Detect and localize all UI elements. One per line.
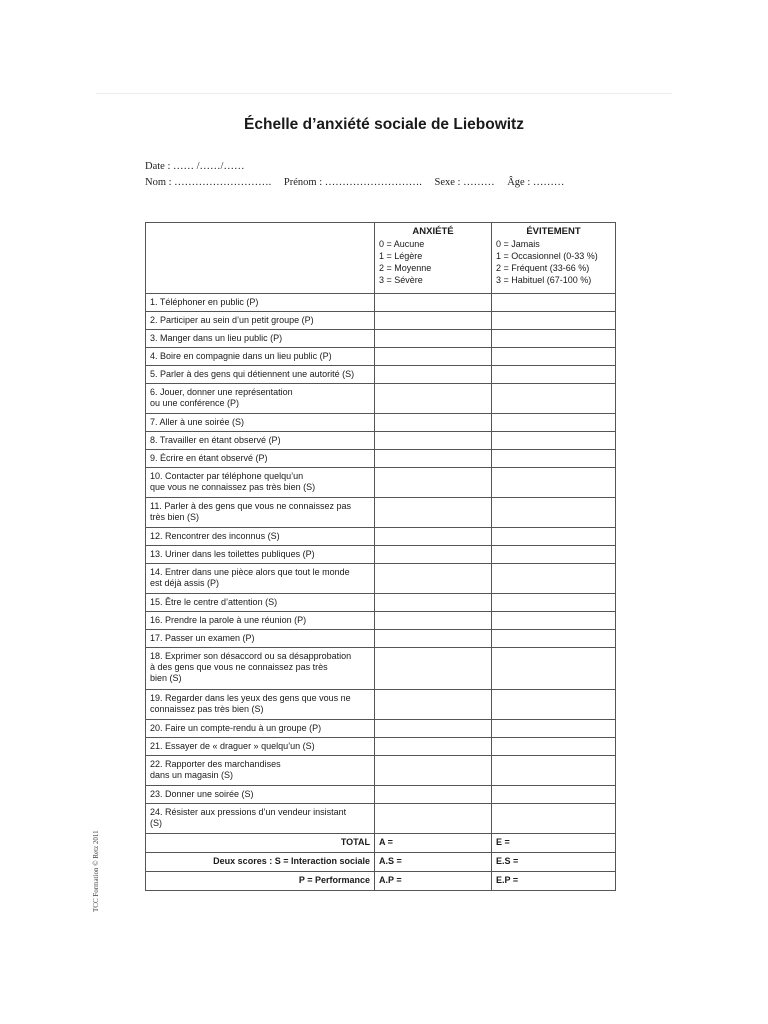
anxiety-score-cell[interactable] <box>375 612 492 630</box>
avoidance-score-cell[interactable] <box>492 330 616 348</box>
anxiety-score-cell[interactable] <box>375 690 492 720</box>
item-label: 1. Téléphoner en public (P) <box>150 297 259 307</box>
item-label: 23. Donner une soirée (S) <box>150 789 254 799</box>
item-label: 4. Boire en compagnie dans un lieu public (P) <box>150 351 332 361</box>
anxiety-score-cell[interactable] <box>375 720 492 738</box>
avoidance-score-cell[interactable] <box>492 348 616 366</box>
anxiety-score-cell[interactable] <box>375 756 492 786</box>
avoidance-score-cell[interactable] <box>492 804 616 834</box>
item-label: 20. Faire un compte-rendu à un groupe (P) <box>150 723 322 733</box>
table-row <box>146 786 616 804</box>
item-label: 16. Prendre la parole à une réunion (P) <box>150 615 307 625</box>
item-label: 12. Rencontrer des inconnus (S) <box>150 531 280 541</box>
anxiety-score-cell[interactable] <box>375 738 492 756</box>
item-label-cell <box>146 294 375 312</box>
avoidance-score-cell[interactable] <box>492 594 616 612</box>
avoidance-total-cell[interactable]: E.S = <box>492 853 616 872</box>
avoidance-score-cell[interactable] <box>492 648 616 690</box>
table-row <box>146 546 616 564</box>
item-label: 14. Entrer dans une pièce alors que tout le monde est déjà assis (P) <box>150 567 350 588</box>
sexe-field: Sexe : ……… <box>434 177 495 188</box>
anxiety-legend-3: 3 = Sévère <box>379 275 423 285</box>
avoidance-legend-0: 0 = Jamais <box>496 239 540 249</box>
total-row <box>146 872 616 891</box>
date-line <box>145 161 254 172</box>
anxiety-score-cell[interactable] <box>375 468 492 498</box>
anxiety-score-cell[interactable] <box>375 498 492 528</box>
item-label-cell <box>146 690 375 720</box>
item-label-cell <box>146 594 375 612</box>
item-label-cell <box>146 564 375 594</box>
item-label: 22. Rapporter des marchandises dans un magasin (S) <box>150 759 281 780</box>
item-label-cell <box>146 804 375 834</box>
avoidance-total-cell[interactable]: E = <box>492 834 616 853</box>
item-label-cell <box>146 450 375 468</box>
anxiety-score-cell[interactable] <box>375 414 492 432</box>
avoidance-score-cell[interactable] <box>492 528 616 546</box>
avoidance-score-cell[interactable] <box>492 786 616 804</box>
avoidance-score-cell[interactable] <box>492 756 616 786</box>
item-label-cell <box>146 468 375 498</box>
item-label-cell <box>146 366 375 384</box>
table-row <box>146 648 616 690</box>
liebowitz-table <box>145 222 616 891</box>
age-field: Âge : ……… <box>507 177 565 188</box>
item-label: 2. Participer au sein d’un petit groupe (P) <box>150 315 314 325</box>
item-label-cell <box>146 738 375 756</box>
anxiety-header <box>375 223 492 294</box>
anxiety-score-cell[interactable] <box>375 348 492 366</box>
table-row <box>146 720 616 738</box>
item-label-cell <box>146 720 375 738</box>
anxiety-score-cell[interactable] <box>375 384 492 414</box>
item-label-cell <box>146 528 375 546</box>
item-label-cell <box>146 414 375 432</box>
total-row <box>146 834 616 853</box>
item-label-cell <box>146 498 375 528</box>
item-label-cell <box>146 546 375 564</box>
table-row <box>146 630 616 648</box>
avoidance-score-cell[interactable] <box>492 432 616 450</box>
avoidance-score-cell[interactable] <box>492 450 616 468</box>
table-row <box>146 414 616 432</box>
anxiety-score-cell[interactable] <box>375 648 492 690</box>
item-label-cell <box>146 648 375 690</box>
anxiety-score-cell[interactable] <box>375 786 492 804</box>
identity-line <box>145 177 574 188</box>
anxiety-legend-1: 1 = Légère <box>379 251 423 261</box>
item-label-cell <box>146 312 375 330</box>
table-row <box>146 330 616 348</box>
total-row <box>146 853 616 872</box>
anxiety-total-cell[interactable]: A = <box>375 834 492 853</box>
item-label: 7. Aller à une soirée (S) <box>150 417 245 427</box>
table-row <box>146 738 616 756</box>
table-row <box>146 804 616 834</box>
avoidance-score-cell[interactable] <box>492 384 616 414</box>
item-label: 15. Être le centre d’attention (S) <box>150 597 278 607</box>
avoidance-score-cell[interactable] <box>492 414 616 432</box>
table-row <box>146 468 616 498</box>
anxiety-score-cell[interactable] <box>375 294 492 312</box>
item-label: 9. Écrire en étant observé (P) <box>150 453 268 463</box>
table-row <box>146 312 616 330</box>
avoidance-score-cell[interactable] <box>492 294 616 312</box>
avoidance-score-cell[interactable] <box>492 498 616 528</box>
anxiety-score-cell[interactable] <box>375 594 492 612</box>
anxiety-total-cell[interactable]: A.S = <box>375 853 492 872</box>
nom-field: Nom : ………………………. <box>145 177 272 188</box>
avoidance-score-cell[interactable] <box>492 468 616 498</box>
item-label-cell <box>146 384 375 414</box>
avoidance-score-cell[interactable] <box>492 738 616 756</box>
table-row <box>146 690 616 720</box>
item-label-cell <box>146 330 375 348</box>
avoidance-legend-3: 3 = Habituel (67-100 %) <box>496 275 592 285</box>
anxiety-score-cell[interactable] <box>375 450 492 468</box>
anxiety-score-cell[interactable] <box>375 312 492 330</box>
table-row <box>146 366 616 384</box>
table-row <box>146 294 616 312</box>
page-title: Échelle d’anxiété sociale de Liebowitz <box>244 116 524 133</box>
total-label: Deux scores : S = Interaction sociale <box>146 853 375 872</box>
anxiety-score-cell[interactable] <box>375 366 492 384</box>
table-row <box>146 450 616 468</box>
anxiety-title: ANXIÉTÉ <box>412 226 454 237</box>
item-label: 18. Exprimer son désaccord ou sa désapprobation à des gens que vous ne connaissez pas très bien (S) <box>150 651 352 683</box>
item-label: 8. Travailler en étant observé (P) <box>150 435 281 445</box>
anxiety-score-cell[interactable] <box>375 528 492 546</box>
item-label: 17. Passer un examen (P) <box>150 633 255 643</box>
total-label: TOTAL <box>146 834 375 853</box>
table-row <box>146 594 616 612</box>
table-row <box>146 498 616 528</box>
avoidance-score-cell[interactable] <box>492 720 616 738</box>
top-rule <box>96 93 672 94</box>
date-field: Date : …… /……/…… <box>145 161 245 172</box>
item-label: 5. Parler à des gens qui détiennent une autorité (S) <box>150 369 355 379</box>
avoidance-score-cell[interactable] <box>492 630 616 648</box>
item-label-cell <box>146 630 375 648</box>
item-label: 13. Uriner dans les toilettes publiques (P) <box>150 549 315 559</box>
table-row <box>146 564 616 594</box>
anxiety-score-cell[interactable] <box>375 546 492 564</box>
avoidance-score-cell[interactable] <box>492 612 616 630</box>
item-label-cell <box>146 786 375 804</box>
anxiety-score-cell[interactable] <box>375 564 492 594</box>
anxiety-score-cell[interactable] <box>375 330 492 348</box>
item-label-cell <box>146 756 375 786</box>
prenom-field: Prénom : ………………………. <box>283 177 422 188</box>
header-blank-cell <box>146 223 375 294</box>
anxiety-score-cell[interactable] <box>375 804 492 834</box>
item-label-cell <box>146 432 375 450</box>
table-header-row <box>146 223 616 294</box>
avoidance-score-cell[interactable] <box>492 312 616 330</box>
anxiety-legend-2: 2 = Moyenne <box>379 263 432 273</box>
table-row <box>146 756 616 786</box>
anxiety-score-cell[interactable] <box>375 630 492 648</box>
avoidance-score-cell[interactable] <box>492 690 616 720</box>
table-row <box>146 528 616 546</box>
item-label-cell <box>146 348 375 366</box>
avoidance-score-cell[interactable] <box>492 546 616 564</box>
item-label: 6. Jouer, donner une représentation ou une conférence (P) <box>150 387 293 408</box>
item-label: 21. Essayer de « draguer » quelqu’un (S) <box>150 741 315 751</box>
avoidance-title: ÉVITEMENT <box>526 226 581 237</box>
item-label: 10. Contacter par téléphone quelqu’un que vous ne connaissez pas très bien (S) <box>150 471 316 492</box>
copyright-credit: TCC Formation © Retz 2011 <box>92 830 100 912</box>
item-label-cell <box>146 612 375 630</box>
anxiety-score-cell[interactable] <box>375 432 492 450</box>
item-label: 3. Manger dans un lieu public (P) <box>150 333 283 343</box>
avoidance-score-cell[interactable] <box>492 564 616 594</box>
avoidance-score-cell[interactable] <box>492 366 616 384</box>
table-row <box>146 384 616 414</box>
table-row <box>146 348 616 366</box>
item-label: 24. Résister aux pressions d’un vendeur insistant (S) <box>150 807 347 828</box>
anxiety-legend-0: 0 = Aucune <box>379 239 425 249</box>
anxiety-total-cell[interactable]: A.P = <box>375 872 492 891</box>
item-label: 11. Parler à des gens que vous ne connaissez pas très bien (S) <box>150 501 351 522</box>
table-row <box>146 432 616 450</box>
item-label: 19. Regarder dans les yeux des gens que vous ne connaissez pas très bien (S) <box>150 693 351 714</box>
avoidance-header <box>492 223 616 294</box>
table-row <box>146 612 616 630</box>
avoidance-total-cell[interactable]: E.P = <box>492 872 616 891</box>
avoidance-legend-1: 1 = Occasionnel (0-33 %) <box>496 251 598 261</box>
avoidance-legend-2: 2 = Fréquent (33-66 %) <box>496 263 590 273</box>
total-label: P = Performance <box>146 872 375 891</box>
